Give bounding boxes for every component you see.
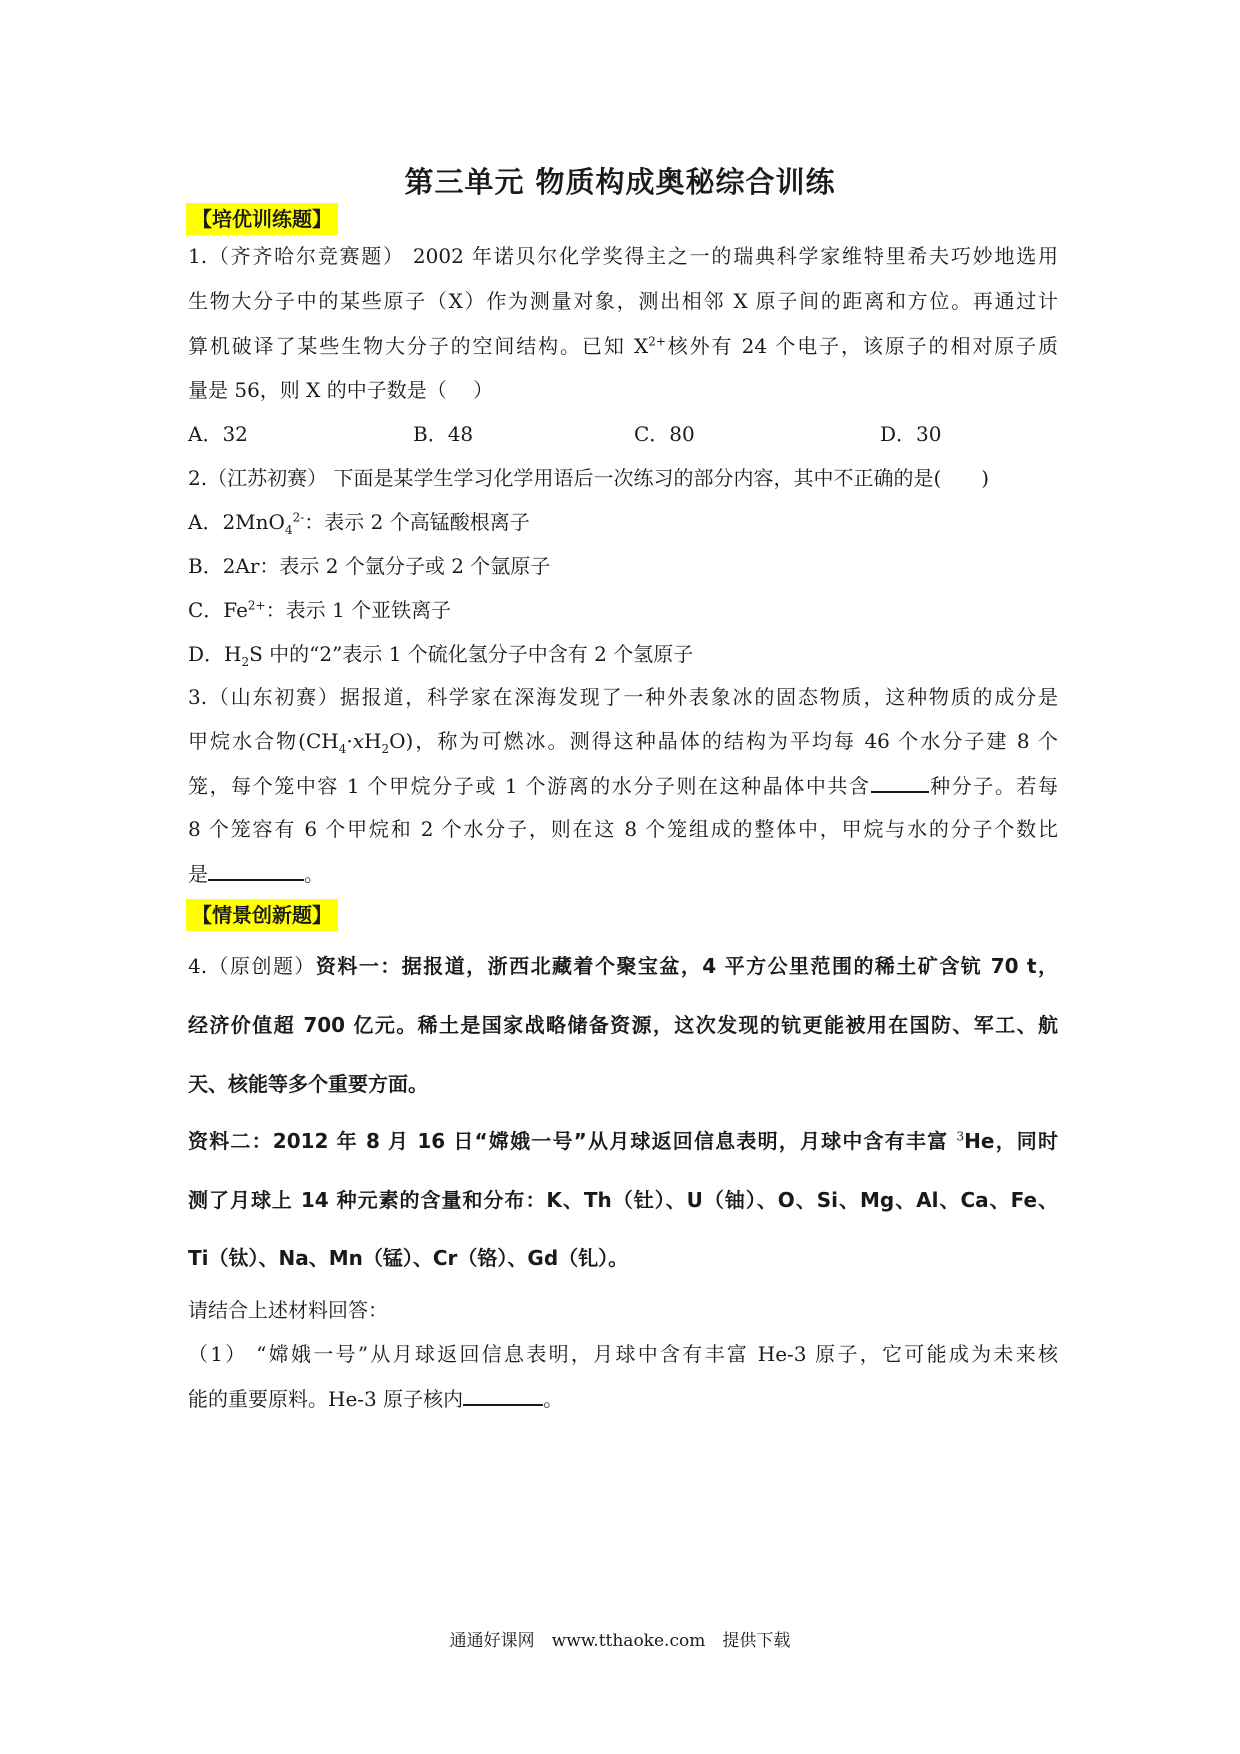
section-heading-scenario: 【情景创新题】 [186,899,338,931]
question-4-prompt: 请结合上述材料回答： [188,1298,388,1322]
question-4-sub-1-line-2: 能的重要原料。He-3 原子核内 。 [188,1384,1058,1413]
question-1-option-c: C．80 [634,422,695,446]
question-1-line-4: 量是 56，则 X 的中子数是（ ） [188,378,494,402]
question-4-line-4: 资料二：2012 年 8 月 16 日“嫦娥一号”从月球返回信息表明，月球中含有丰富 $^3$He，同时 [188,1129,1058,1153]
question-3-line-5: 是 。 [188,859,1058,888]
answer-blank [208,859,304,881]
question-1-line-3: 算机破译了某些生物大分子的空间结构。已知 $X^{2+}$核外有 24 个电子，该原子的相对原子质 [188,334,1058,358]
question-3-line-1: 3.（山东初赛）据报道，科学家在深海发现了一种外表象冰的固态物质，这种物质的成分是 [188,685,1058,709]
question-4-line-5: 测了月球上 14 种元素的含量和分布：K、Th（钍）、U（铀）、O、Si、Mg、Al、Ca、Fe、 [188,1188,1058,1212]
question-1-line-1: 1.（齐齐哈尔竞赛题） 2002 年诺贝尔化学奖得主之一的瑞典科学家维特里希夫巧妙地选用 [188,244,1058,268]
question-4-line-1: 4.（原创题）资料一：据报道，浙西北藏着个聚宝盆，4 平方公里范围的稀土矿含钪 70 t， [188,954,1058,978]
answer-blank [463,1384,543,1406]
answer-blank [871,771,929,793]
question-4-line-3: 天、核能等多个重要方面。 [188,1072,428,1096]
question-1-option-b: B．48 [413,422,474,446]
question-3-line-2: 甲烷水合物$(CH_4\cdot xH_2O)$，称为可燃冰。测得这种晶体的结构为平均每 46 个水分子建 8 个 [188,729,1058,756]
question-3-line-4: 8 个笼容有 6 个甲烷和 2 个水分子，则在这 8 个笼组成的整体中，甲烷与水的分子个数比 [188,817,1058,841]
question-2-option-b: B．2Ar：表示 2 个氩分子或 2 个氩原子 [188,554,551,578]
question-4-sub-1-line-1: （1） “嫦娥一号”从月球返回信息表明，月球中含有丰富 He-3 原子，它可能成为未来核 [188,1342,1058,1366]
page-footer: 通通好课网 www.tthaoke.com 提供下载 [449,1631,791,1651]
question-2-option-c: C．$Fe^{2+}$：表示 1 个亚铁离子 [188,598,452,622]
question-2-option-d: D．$H_2S$ 中的“2”表示 1 个硫化氢分子中含有 2 个氢原子 [188,642,694,669]
question-4-line-2: 经济价值超 700 亿元。稀土是国家战略储备资源，这次发现的钪更能被用在国防、军工、航 [188,1013,1058,1037]
page-title: 第三单元 物质构成奥秘综合训练 [404,165,836,199]
question-1-option-a: A．32 [188,422,248,446]
section-heading-training: 【培优训练题】 [186,203,338,235]
question-3-line-3: 笼，每个笼中容 1 个甲烷分子或 1 个游离的水分子则在这种晶体中共含 种分子。若每 [188,771,1058,800]
question-4-line-6: Ti（钛）、Na、Mn（锰）、Cr（铬）、Gd（钆）。 [188,1246,629,1270]
question-1-option-d: D．30 [880,422,942,446]
question-2-stem: 2.（江苏初赛） 下面是某学生学习化学用语后一次练习的部分内容，其中不正确的是( ) [188,466,990,490]
question-2-option-a: A．2MnO$_4^{2-}$：表示 2 个高锰酸根离子 [188,510,530,537]
question-1-line-2: 生物大分子中的某些原子（X）作为测量对象，测出相邻 X 原子间的距离和方位。再通过计 [188,289,1058,313]
